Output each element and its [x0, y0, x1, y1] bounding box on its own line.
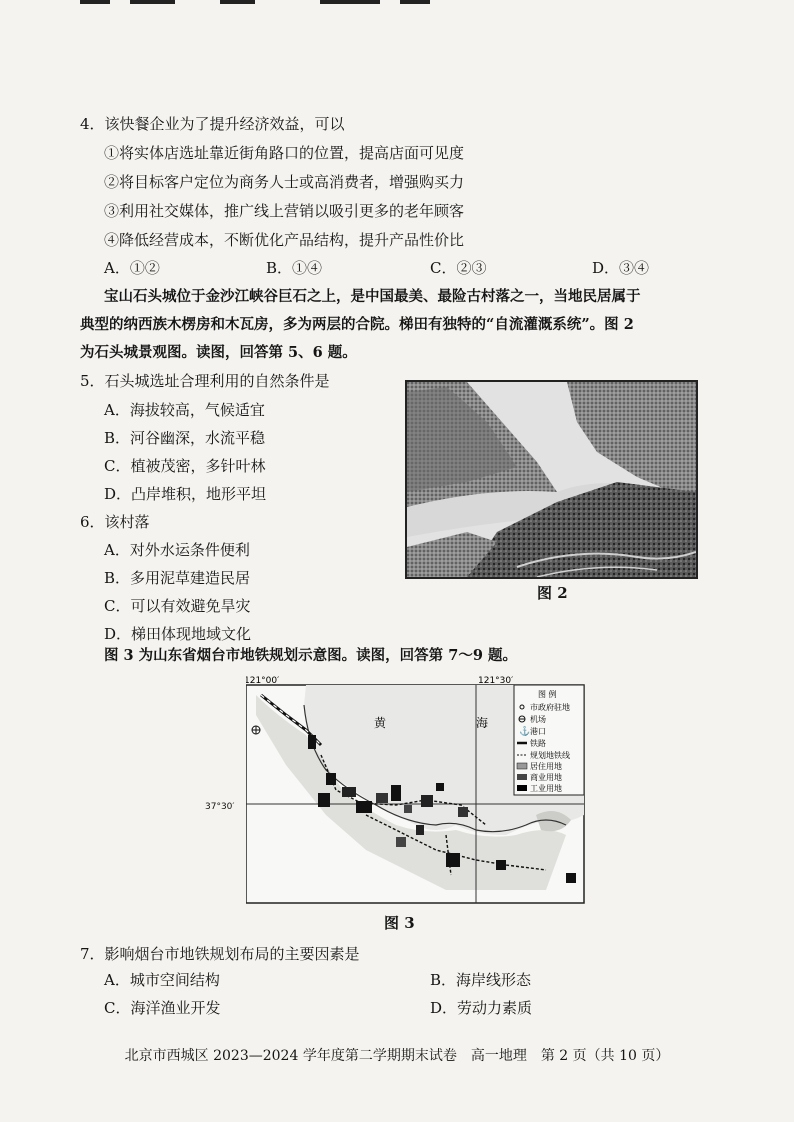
q5-option-a: A．海拔较高，气候适宜 [104, 401, 265, 419]
q4-option-a: A．①② [104, 259, 160, 277]
legend-item-metro: 规划地铁线 [530, 751, 570, 760]
passage1-line-3: 为石头城景观图。读图，回答第 5、6 题。 [80, 344, 357, 361]
passage1-line-1: 宝山石头城位于金沙江峡谷巨石之上，是中国最美、最险古村落之一，当地民居属于 [104, 288, 641, 305]
passage1-line-2: 典型的纳西族木楞房和木瓦房，多为两层的合院。梯田有独特的“自流灌溉系统”。图 2 [80, 316, 634, 333]
q4-item-1: ①将实体店选址靠近街角路口的位置，提高店面可见度 [104, 144, 465, 162]
q4-item-4: ④降低经营成本，不断优化产品结构，提升产品性价比 [104, 231, 465, 249]
legend-item-industrial: 工业用地 [530, 784, 562, 793]
scan-top-marks [70, 0, 470, 6]
q7-option-a: A．城市空间结构 [104, 971, 220, 989]
q5-option-c: C．植被茂密，多针叶林 [104, 457, 266, 475]
latitude-label: 37°30′ [205, 802, 235, 812]
q5-option-d: D．凸岸堆积，地形平坦 [104, 485, 267, 503]
q4-stem: 4．该快餐企业为了提升经济效益，可以 [80, 115, 345, 133]
figure-2-photo [405, 380, 698, 579]
legend-title: 图 例 [538, 690, 557, 699]
figure-3-caption: 图 3 [384, 914, 415, 932]
q6-option-b: B．多用泥草建造民居 [104, 569, 251, 587]
sea-label-2: 海 [476, 716, 489, 730]
yantai-metro-map [246, 675, 586, 905]
q5-stem: 5．石头城选址合理利用的自然条件是 [80, 372, 330, 390]
longitude-label-1: 121°00′ [246, 676, 280, 686]
anchor-icon: ⚓ [519, 727, 531, 737]
stone-town-landscape-image [407, 382, 696, 577]
q4-option-d: D．③④ [592, 259, 650, 277]
longitude-label-2: 121°30′ [478, 676, 514, 686]
legend-item-gov: 市政府驻地 [530, 703, 570, 712]
q7-option-b: B．海岸线形态 [430, 971, 532, 989]
q7-stem: 7．影响烟台市地铁规划布局的主要因素是 [80, 945, 360, 963]
sea-label-1: 黄 [374, 716, 387, 730]
q6-option-a: A．对外水运条件便利 [104, 541, 250, 559]
q4-option-b: B．①④ [266, 259, 323, 277]
q4-item-2: ②将目标客户定位为商务人士或高消费者，增强购买力 [104, 173, 465, 191]
q7-option-d: D．劳动力素质 [430, 999, 533, 1017]
legend-item-residential: 居住用地 [530, 762, 562, 771]
legend-item-railway: 铁路 [530, 739, 546, 748]
q7-option-c: C．海洋渔业开发 [104, 999, 221, 1017]
q6-option-d: D．梯田体现地域文化 [104, 625, 252, 643]
figure-2-caption: 图 2 [537, 584, 568, 602]
q4-option-c: C．②③ [430, 259, 487, 277]
page-footer: 北京市西城区 2023—2024 学年度第二学期期末试卷 高一地理 第 2 页（共 10 页） [124, 1048, 670, 1064]
q4-item-3: ③利用社交媒体，推广线上营销以吸引更多的老年顾客 [104, 202, 465, 220]
q5-option-b: B．河谷幽深，水流平稳 [104, 429, 266, 447]
figure-3-map [246, 675, 586, 905]
legend-item-port: 港口 [530, 727, 546, 736]
legend-item-airport: 机场 [530, 715, 546, 724]
q6-stem: 6．该村落 [80, 513, 150, 531]
legend-item-commercial: 商业用地 [530, 773, 562, 782]
passage2: 图 3 为山东省烟台市地铁规划示意图。读图，回答第 7～9 题。 [104, 647, 517, 664]
q6-option-c: C．可以有效避免旱灾 [104, 597, 251, 615]
